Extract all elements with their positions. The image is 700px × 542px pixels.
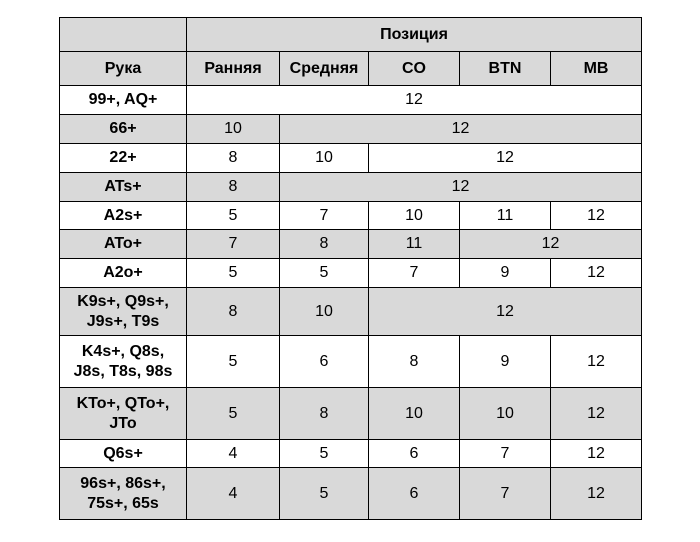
hand-cell: K4s+, Q8s, J8s, T8s, 98s — [60, 336, 187, 388]
value-cell: 10 — [280, 144, 369, 173]
value-cell: 7 — [369, 259, 460, 288]
hand-cell: 66+ — [60, 115, 187, 144]
value-cell: 12 — [551, 388, 642, 440]
position-header-middle: Средняя — [280, 52, 369, 86]
table-row — [60, 230, 642, 259]
hand-cell: Q6s+ — [60, 440, 187, 468]
value-cell: 12 — [551, 440, 642, 468]
value-cell: 5 — [187, 336, 280, 388]
value-cell: 8 — [187, 173, 280, 202]
hand-position-table — [59, 17, 642, 520]
value-cell: 10 — [369, 202, 460, 230]
position-header-early: Ранняя — [187, 52, 280, 86]
position-header-mb: MB — [551, 52, 642, 86]
table-row — [60, 202, 642, 230]
value-cell: 10 — [369, 388, 460, 440]
hand-cell: A2s+ — [60, 202, 187, 230]
hand-cell: 96s+, 86s+, 75s+, 65s — [60, 468, 187, 520]
value-cell: 7 — [460, 440, 551, 468]
value-cell: 5 — [280, 468, 369, 520]
position-header-co: CO — [369, 52, 460, 86]
value-cell: 6 — [280, 336, 369, 388]
value-cell: 12 — [551, 202, 642, 230]
table-row — [60, 259, 642, 288]
value-cell: 5 — [280, 259, 369, 288]
table-row — [60, 440, 642, 468]
corner-cell — [60, 18, 187, 52]
value-cell: 10 — [280, 288, 369, 336]
value-cell: 9 — [460, 259, 551, 288]
value-cell: 12 — [280, 173, 642, 202]
hand-cell: ATs+ — [60, 173, 187, 202]
table-row — [60, 86, 642, 115]
value-cell: 12 — [551, 336, 642, 388]
value-cell: 7 — [460, 468, 551, 520]
hand-cell: K9s+, Q9s+, J9s+, T9s — [60, 288, 187, 336]
hand-cell: 99+, AQ+ — [60, 86, 187, 115]
value-cell: 8 — [369, 336, 460, 388]
position-group-header: Позиция — [187, 18, 642, 52]
value-cell: 12 — [369, 144, 642, 173]
value-cell: 9 — [460, 336, 551, 388]
value-cell: 5 — [187, 388, 280, 440]
hand-cell: ATo+ — [60, 230, 187, 259]
value-cell: 11 — [369, 230, 460, 259]
table-row — [60, 468, 642, 520]
value-cell: 12 — [280, 115, 642, 144]
value-cell: 4 — [187, 440, 280, 468]
value-cell: 12 — [460, 230, 642, 259]
value-cell: 4 — [187, 468, 280, 520]
value-cell: 7 — [280, 202, 369, 230]
value-cell: 5 — [280, 440, 369, 468]
value-cell: 5 — [187, 202, 280, 230]
value-cell: 12 — [369, 288, 642, 336]
value-cell: 7 — [187, 230, 280, 259]
table-row — [60, 144, 642, 173]
hand-cell: A2o+ — [60, 259, 187, 288]
value-cell: 5 — [187, 259, 280, 288]
value-cell: 8 — [187, 144, 280, 173]
value-cell: 8 — [187, 288, 280, 336]
value-cell: 12 — [551, 259, 642, 288]
value-cell: 10 — [460, 388, 551, 440]
table-row — [60, 173, 642, 202]
value-cell: 8 — [280, 230, 369, 259]
hand-cell: 22+ — [60, 144, 187, 173]
position-header-btn: BTN — [460, 52, 551, 86]
table-row — [60, 388, 642, 440]
hand-cell: KTo+, QTo+, JTo — [60, 388, 187, 440]
value-cell: 8 — [280, 388, 369, 440]
table-row — [60, 336, 642, 388]
value-cell: 6 — [369, 440, 460, 468]
value-cell: 12 — [187, 86, 642, 115]
value-cell: 12 — [551, 468, 642, 520]
table-row — [60, 115, 642, 144]
value-cell: 11 — [460, 202, 551, 230]
table-body — [60, 86, 642, 520]
value-cell: 6 — [369, 468, 460, 520]
table-row — [60, 288, 642, 336]
value-cell: 10 — [187, 115, 280, 144]
hand-column-header: Рука — [60, 52, 187, 86]
